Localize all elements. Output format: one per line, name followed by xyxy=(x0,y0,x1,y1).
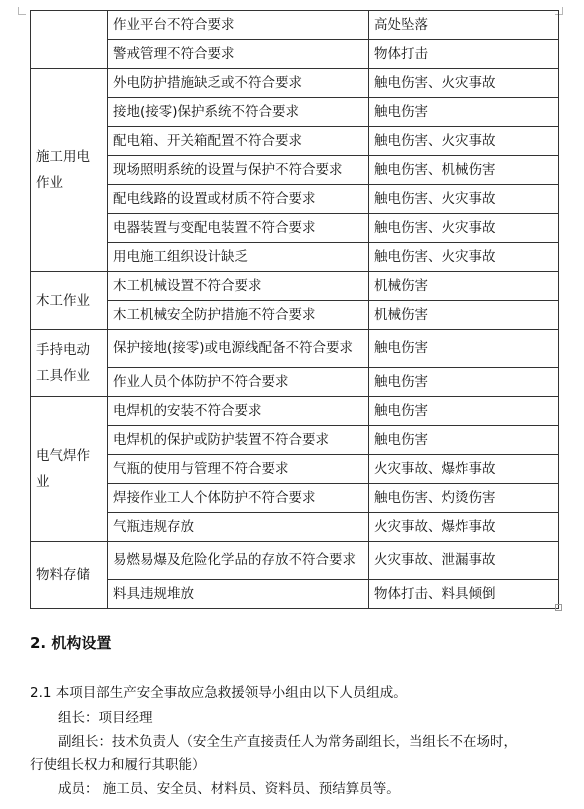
accident-cell: 触电伤害、火灾事故 xyxy=(369,214,559,243)
table-row xyxy=(31,426,559,455)
accident-cell: 触电伤害 xyxy=(369,330,559,368)
table-row xyxy=(31,513,559,542)
table-row xyxy=(31,330,559,368)
table-row xyxy=(31,127,559,156)
accident-cell: 触电伤害、火灾事故 xyxy=(369,243,559,272)
accident-cell: 触电伤害 xyxy=(369,98,559,127)
table-row xyxy=(31,484,559,513)
hazard-cell: 料具违规堆放 xyxy=(108,580,369,609)
hazard-cell: 作业平台不符合要求 xyxy=(108,11,369,40)
accident-cell: 触电伤害、火灾事故 xyxy=(369,127,559,156)
accident-cell: 物体打击、料具倾倒 xyxy=(369,580,559,609)
accident-cell: 物体打击 xyxy=(369,40,559,69)
table-row xyxy=(31,368,559,397)
table-row xyxy=(31,397,559,426)
accident-cell: 触电伤害、火灾事故 xyxy=(369,185,559,214)
hazard-cell: 焊接作业工人个体防护不符合要求 xyxy=(108,484,369,513)
accident-cell: 触电伤害 xyxy=(369,397,559,426)
table-row xyxy=(31,185,559,214)
accident-cell: 触电伤害、灼烫伤害 xyxy=(369,484,559,513)
hazard-cell: 木工机械设置不符合要求 xyxy=(108,272,369,301)
accident-cell: 触电伤害、火灾事故 xyxy=(369,69,559,98)
hazard-cell: 气瓶违规存放 xyxy=(108,513,369,542)
accident-cell: 机械伤害 xyxy=(369,301,559,330)
category-cell xyxy=(31,11,108,69)
hazard-cell: 现场照明系统的设置与保护不符合要求 xyxy=(108,156,369,185)
category-cell: 物料存储 xyxy=(31,542,108,609)
hazard-cell: 外电防护措施缺乏或不符合要求 xyxy=(108,69,369,98)
hazard-cell: 配电线路的设置或材质不符合要求 xyxy=(108,185,369,214)
accident-cell: 机械伤害 xyxy=(369,272,559,301)
category-cell: 手持电动工具作业 xyxy=(31,330,108,397)
table-row xyxy=(31,580,559,609)
page-corner-marker-top-left xyxy=(18,7,26,15)
table-row xyxy=(31,69,559,98)
category-cell: 电气焊作业 xyxy=(31,397,108,542)
table-row xyxy=(31,455,559,484)
hazard-cell: 警戒管理不符合要求 xyxy=(108,40,369,69)
hazard-cell: 木工机械安全防护措施不符合要求 xyxy=(108,301,369,330)
hazard-cell: 作业人员个体防护不符合要求 xyxy=(108,368,369,397)
hazard-cell: 易燃易爆及危险化学品的存放不符合要求 xyxy=(108,542,369,580)
deputy-line-2: 行使组长权力和履行其职能） xyxy=(30,757,206,773)
section-heading: 2. 机构设置 xyxy=(30,634,112,652)
members-line: 成员： 施工员、安全员、材料员、资料员、预结算员等。 xyxy=(58,781,400,797)
table-row xyxy=(31,98,559,127)
intro-paragraph: 2.1 本项目部生产安全事故应急救援领导小组由以下人员组成。 xyxy=(30,685,407,701)
hazard-cell: 接地(接零)保护系统不符合要求 xyxy=(108,98,369,127)
hazard-cell: 电器装置与变配电装置不符合要求 xyxy=(108,214,369,243)
table-row xyxy=(31,301,559,330)
table-row xyxy=(31,40,559,69)
table-row xyxy=(31,272,559,301)
hazard-cell: 保护接地(接零)或电源线配备不符合要求 xyxy=(108,330,369,368)
accident-cell: 火灾事故、泄漏事故 xyxy=(369,542,559,580)
hazard-table xyxy=(30,10,559,609)
accident-cell: 火灾事故、爆炸事故 xyxy=(369,513,559,542)
category-cell: 施工用电作业 xyxy=(31,69,108,272)
accident-cell: 触电伤害 xyxy=(369,426,559,455)
accident-cell: 触电伤害、机械伤害 xyxy=(369,156,559,185)
accident-cell: 触电伤害 xyxy=(369,368,559,397)
leader-line: 组长：项目经理 xyxy=(58,710,153,726)
table-resize-handle[interactable] xyxy=(555,604,562,611)
accident-cell: 高处坠落 xyxy=(369,11,559,40)
table-row xyxy=(31,243,559,272)
hazard-cell: 用电施工组织设计缺乏 xyxy=(108,243,369,272)
deputy-line-1: 副组长：技术负责人（安全生产直接责任人为常务副组长，当组长不在场时， xyxy=(58,734,517,750)
accident-cell: 火灾事故、爆炸事故 xyxy=(369,455,559,484)
table-row xyxy=(31,156,559,185)
table-row xyxy=(31,542,559,580)
category-cell: 木工作业 xyxy=(31,272,108,330)
table-row xyxy=(31,11,559,40)
hazard-cell: 电焊机的安装不符合要求 xyxy=(108,397,369,426)
hazard-cell: 气瓶的使用与管理不符合要求 xyxy=(108,455,369,484)
hazard-cell: 配电箱、开关箱配置不符合要求 xyxy=(108,127,369,156)
table-row xyxy=(31,214,559,243)
hazard-cell: 电焊机的保护或防护装置不符合要求 xyxy=(108,426,369,455)
